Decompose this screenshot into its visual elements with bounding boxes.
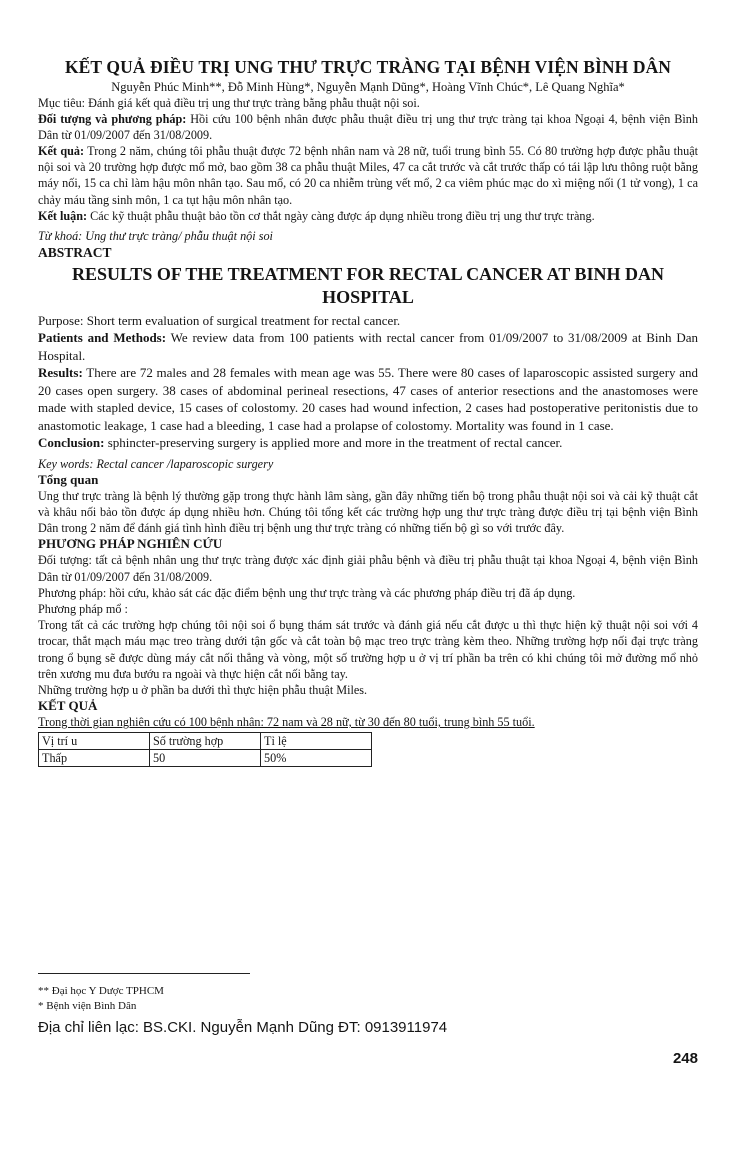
table-row [39,750,372,767]
surgery-text-1: Trong tất cả các trường hợp chúng tôi nội soi ổ bụng thám sát trước và đánh giá nếu cắt được u thì thực hiện kỹ thuật nội soi với 4 trocar, thắt mạch máu mạc treo tràng dưới tận gốc và cắt toàn bộ mạc treo trực tràng kèm theo. Những trường hợp nối đại trực tràng trong ổ bụng sẽ được dùng máy cắt nối thẳng và vòng, một số trường hợp u ở vị trí phần ba trên có khi chúng tôi mở đường mổ nhỏ trên xương mu đưa bướu ra ngoài và thực hiện cắt nối bằng tay. [38,618,698,681]
results-heading: KẾT QUẢ [38,698,98,714]
english-title-line1: RESULTS OF THE TREATMENT FOR RECTAL CANCER AT BINH DAN [72,263,664,284]
en-results-paragraph [38,364,698,434]
en-conclusion-label: Conclusion: [38,435,105,451]
conclusion-paragraph [38,208,698,224]
methods-heading: PHƯƠNG PHÁP NGHIÊN CỨU [38,536,223,552]
objective-text: Mục tiêu: Đánh giá kết quả điều trị ung thư trực tràng bằng phẫu thuật nội soi. [38,96,420,110]
overview-heading: Tổng quan [38,471,99,487]
surgery-text-2: Những trường hợp u ở phần ba dưới thì thực hiện phẫu thuật Miles. [38,682,368,697]
table-cell: 50% [261,750,372,767]
results-table [38,732,372,767]
contact-line: Địa chỉ liên lạc: BS.CKI. Nguyễn Mạnh Dũng ĐT: 0913911974 [38,1019,448,1036]
en-patients-paragraph [38,329,698,364]
surgery-label: Phương pháp mổ : [38,601,128,616]
vietnamese-keywords: Từ khoá: Ung thư trực tràng/ phẫu thuật nội soi [38,228,273,243]
table-header-row [39,733,372,750]
english-title [38,263,698,309]
footnote-divider [38,973,250,974]
abstract-heading: ABSTRACT [38,244,112,260]
author-list: Nguyễn Phúc Minh**, Đỗ Minh Hùng*, Nguyễn Mạnh Dũng*, Hoàng Vĩnh Chúc*, Lê Quang Nghĩa* [111,80,625,94]
table-header-cell: Vị trí u [39,733,150,750]
method-text: Phương pháp: hồi cứu, khảo sát các đặc điểm bệnh ung thư trực tràng và các phương pháp điều trị đã áp dụng. [38,585,576,600]
subjects-text: Đối tượng: tất cả bệnh nhân ung thư trực tràng được xác định giải phẫu bệnh và điều trị phẫu thuật tại khoa Ngoại 4, bệnh viện Bình Dân từ 01/09/2007 đến 31/08/2009. [38,553,698,584]
en-results-label: Results: [38,365,83,381]
purpose-text: Purpose: Short term evaluation of surgical treatment for rectal cancer. [38,312,401,328]
en-patients-label: Patients and Methods: [38,330,167,346]
conclusion-label: Kết luận: [38,208,88,223]
page-number: 248 [672,1050,698,1067]
english-title-line2: HOSPITAL [322,286,414,307]
en-patients-text: We review data from 100 patients with rectal cancer from 01/09/2007 to 31/08/2009 at Binh Dan Hospital. [38,330,698,363]
en-conclusion-paragraph [38,434,698,452]
english-keywords: Key words: Rectal cancer /laparoscopic surgery [38,456,274,471]
footnote-hospital: * Bệnh viện Bình Dân [38,1000,137,1012]
article [38,56,698,767]
results-intro: Trong thời gian nghiên cứu có 100 bệnh nhân: 72 nam và 28 nữ, từ 30 đến 80 tuổi, trung bình 55 tuổi. [38,715,535,730]
table-cell: Thấp [39,750,150,767]
table-header-cell: Tỉ lệ [261,733,372,750]
results-label: Kết quả: [38,144,85,159]
patients-text: Hồi cứu 100 bệnh nhân được phẫu thuật điều trị ung thư trực tràng tại khoa Ngoại 4, bệnh viện Bình Dân từ 01/09/2007 đến 31/08/2009. [38,112,698,143]
en-conclusion-text: sphincter-preserving surgery is applied more and more in the treatment of rectal cancer. [104,435,563,451]
en-results-text: There are 72 males and 28 females with mean age was 55. There were 80 cases of laparoscopic assisted surgery and 20 cases open surgery. 38 cases of abdominal perineal resections, 47 cases of anterior resections and the anastomoses were made with stapled device, 15 cases of colostomy. 20 cases had wound infection, 2 cases had postoperative peritonistis due to anastomotic leakage, 1 case had a bleeding, 1 case had a prolapse of colostomy. Mortality was found in 1 case. [38,365,698,433]
conclusion-text: Các kỹ thuật phẫu thuật bảo tồn cơ thắt ngày càng được áp dụng nhiều trong điều trị ung thư trực tràng. [87,208,595,223]
patients-label: Đối tượng và phương pháp: [38,112,187,127]
vietnamese-title: KẾT QUẢ ĐIỀU TRỊ UNG THƯ TRỰC TRÀNG TẠI BỆNH VIỆN BÌNH DÂN [64,57,672,77]
table-cell: 50 [150,750,261,767]
results-paragraph [38,143,698,207]
patients-paragraph [38,111,698,143]
table-header-cell: Số trường hợp [150,733,261,750]
footnote-university: ** Đại học Y Dược TPHCM [38,985,164,997]
results-text: Trong 2 năm, chúng tôi phẫu thuật được 72 bệnh nhân nam và 28 nữ, tuổi trung bình 55. Có 80 trường hợp được phẫu thuật nội soi và 20 trường hợp được mổ mở, bao gồm 38 ca phẫu thuật Miles, 47 ca cắt trước và cắt trước thấp có tái lập lưu thông ruột bằng máy nối, 15 ca chỉ làm hậu môn nhân tạo. Sau mổ, có 20 ca nhiễm trùng vết mổ, 2 ca viêm phúc mạc do xì miệng nối (1 tử vong), 1 ca chảy máu tầng sinh môn, 1 ca tụt hậu môn nhân tạo. [38,144,699,207]
overview-text: Ung thư trực tràng là bệnh lý thường gặp trong thực hành lâm sàng, gần đây những tiến bộ trong phẫu thuật nội soi và cải kỹ thuật cắt và khâu nối bảo tồn được áp dụng nhiều hơn. Chúng tôi tổng kết các trường hợp ung thư trực tràng được điều trị tại bệnh viện Bình Dân trong 2 năm để đánh giá tình hình điều trị bệnh ung thư trực tràng có những tiến bộ gì so với trước đây. [38,488,698,536]
